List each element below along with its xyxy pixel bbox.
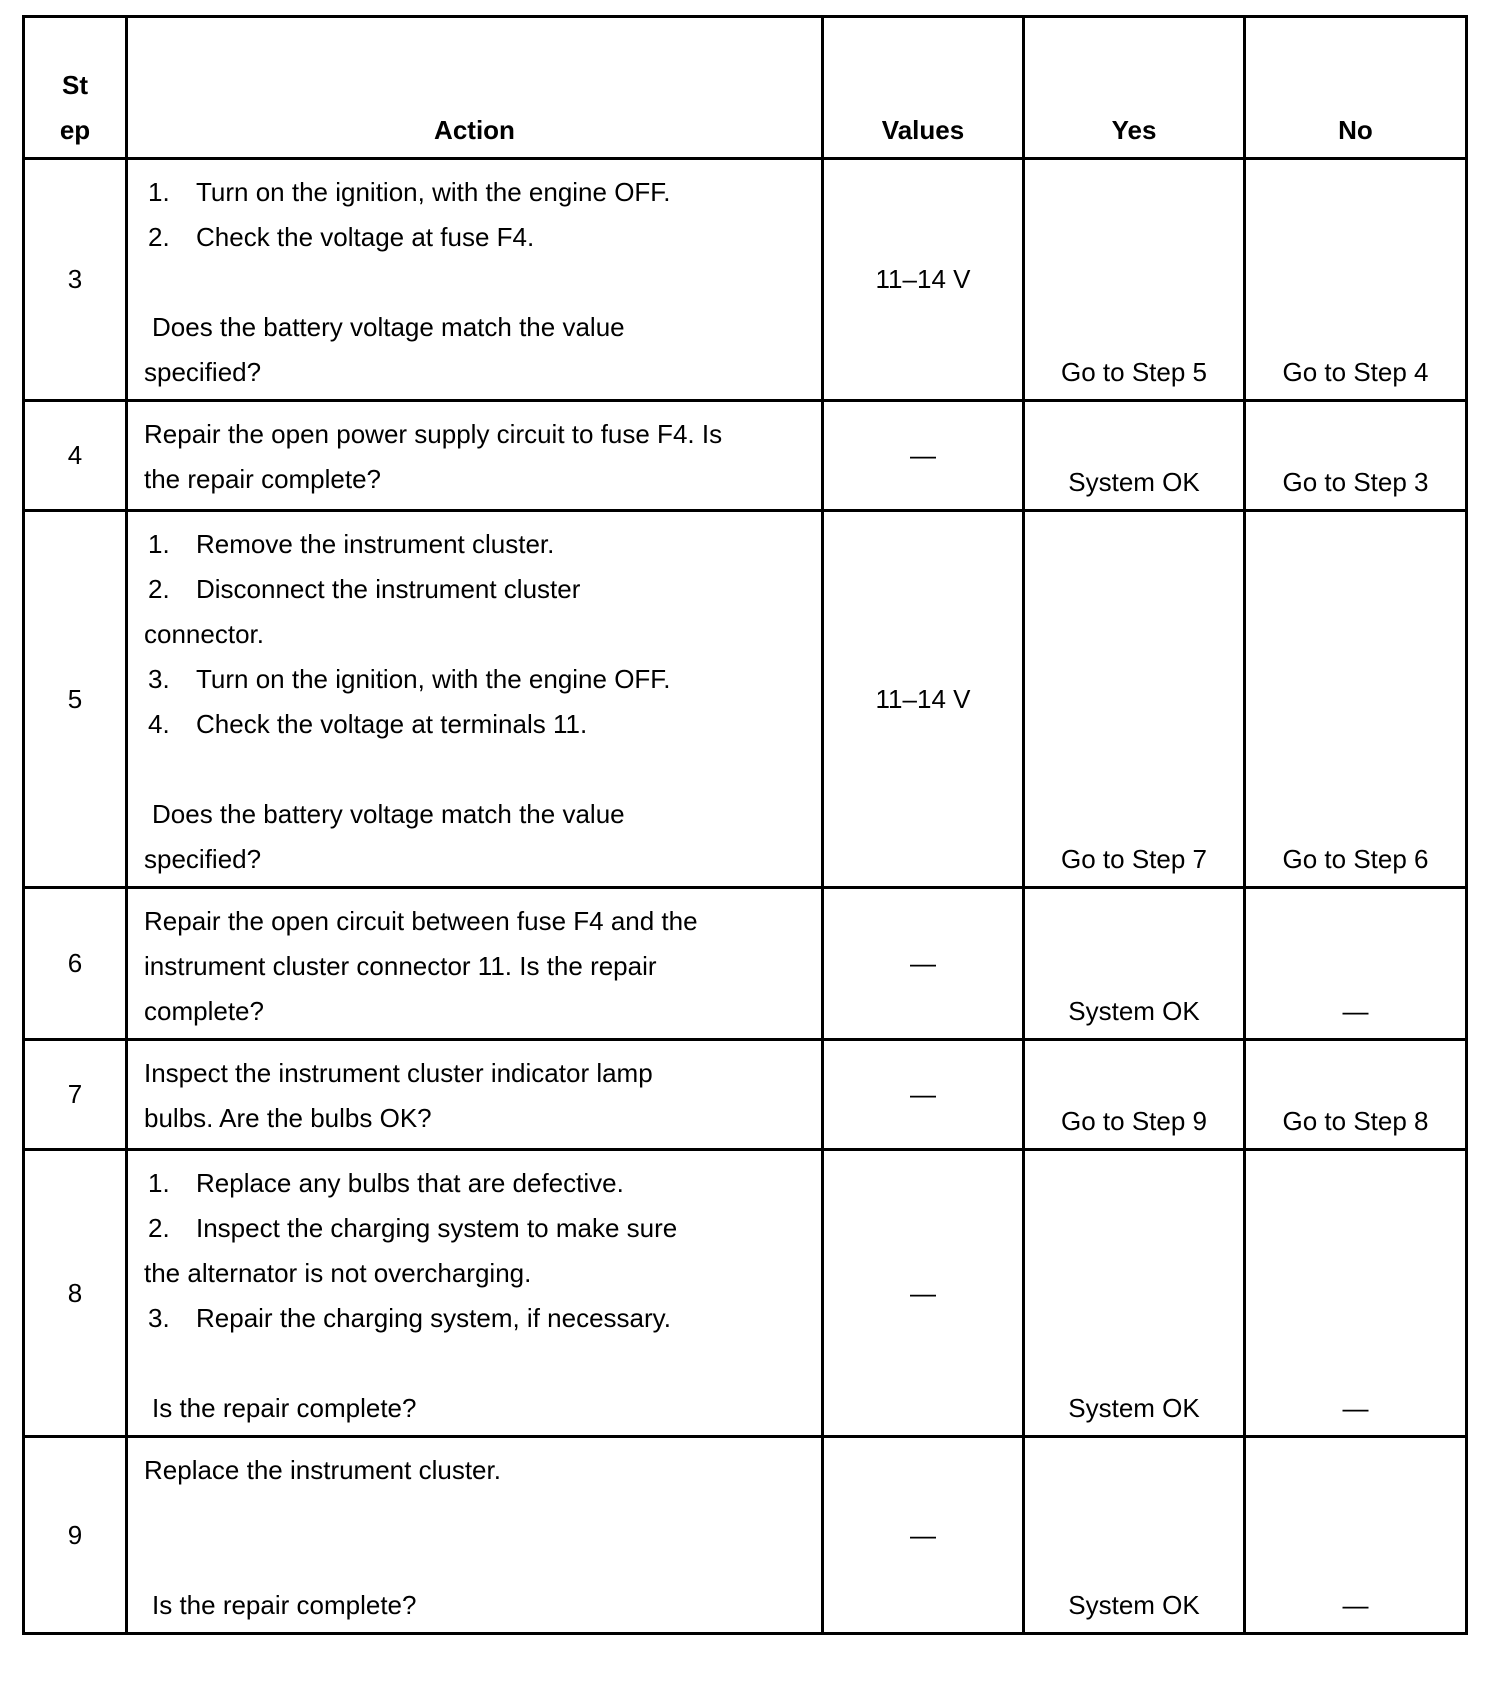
action-item: 2. Inspect the charging system to make sure (148, 1213, 678, 1243)
step-number: 3 (24, 159, 127, 401)
value-cell: — (823, 1040, 1024, 1150)
action-cell: Inspect the instrument cluster indicator lamp bulbs. Are the bulbs OK? (127, 1040, 823, 1150)
table-row (24, 401, 1467, 511)
no-cell: Go to Step 3 (1245, 401, 1467, 511)
yes-cell: Go to Step 5 (1024, 159, 1245, 401)
action-item: 4. Check the voltage at terminals 11. (148, 709, 588, 739)
action-question: specified? (144, 844, 262, 874)
action-cell: Repair the open power supply circuit to fuse F4. Is the repair complete? (127, 401, 823, 511)
diagnostic-table (22, 15, 1468, 1635)
action-cell: Replace the instrument cluster. Is the repair complete? (127, 1437, 823, 1634)
header-yes: Yes (1024, 17, 1245, 159)
action-question: Is the repair complete? (152, 1393, 417, 1423)
yes-cell: System OK (1024, 888, 1245, 1040)
table-row (24, 1437, 1467, 1634)
step-number: 4 (24, 401, 127, 511)
yes-cell: Go to Step 9 (1024, 1040, 1245, 1150)
value-cell: 11–14 V (823, 511, 1024, 888)
yes-cell: System OK (1024, 1150, 1245, 1437)
action-cell: Repair the open circuit between fuse F4 and the instrument cluster connector 11. Is the repair complete? (127, 888, 823, 1040)
no-cell: — (1245, 1437, 1467, 1634)
header-step: St ep (24, 17, 127, 159)
value-cell: — (823, 1437, 1024, 1634)
no-cell: — (1245, 888, 1467, 1040)
action-item: 1. Replace any bulbs that are defective. (148, 1168, 624, 1198)
action-item: 3. Repair the charging system, if necessary. (148, 1303, 671, 1333)
action-question: Does the battery voltage match the value (152, 312, 625, 342)
table-row (24, 1150, 1467, 1437)
action-item: 3. Turn on the ignition, with the engine OFF. (148, 664, 671, 694)
table-row (24, 1040, 1467, 1150)
table-row (24, 159, 1467, 401)
no-cell: Go to Step 4 (1245, 159, 1467, 401)
step-number: 7 (24, 1040, 127, 1150)
action-cell (127, 159, 823, 401)
no-cell: Go to Step 6 (1245, 511, 1467, 888)
yes-cell: Go to Step 7 (1024, 511, 1245, 888)
action-cell: 1. Replace any bulbs that are defective. 2. Inspect the charging system to make sure the alternator is not overcharging. 3. Repair the charging system, if necessary. Is the repair complete? (127, 1150, 823, 1437)
no-cell: Go to Step 8 (1245, 1040, 1467, 1150)
action-item: 1. Turn on the ignition, with the engine OFF. (148, 177, 671, 207)
step-number: 9 (24, 1437, 127, 1634)
table-row (24, 888, 1467, 1040)
no-cell: — (1245, 1150, 1467, 1437)
action-question: Does the battery voltage match the value (152, 799, 625, 829)
yes-cell: System OK (1024, 1437, 1245, 1634)
header-row (24, 17, 1467, 159)
value-cell: — (823, 1150, 1024, 1437)
yes-cell: System OK (1024, 401, 1245, 511)
action-item: 2. Check the voltage at fuse F4. (148, 222, 535, 252)
step-number: 8 (24, 1150, 127, 1437)
value-cell: 11–14 V (823, 159, 1024, 401)
action-item: 1. Remove the instrument cluster. (148, 529, 555, 559)
action-question: Is the repair complete? (152, 1590, 417, 1620)
step-number: 5 (24, 511, 127, 888)
action-item: 2. Disconnect the instrument cluster (148, 574, 581, 604)
value-cell: — (823, 888, 1024, 1040)
step-number: 6 (24, 888, 127, 1040)
header-values: Values (823, 17, 1024, 159)
action-question: specified? (144, 357, 262, 387)
value-cell: — (823, 401, 1024, 511)
header-action: Action (127, 17, 823, 159)
table-row (24, 511, 1467, 888)
action-cell: 1. Remove the instrument cluster. 2. Disconnect the instrument cluster connector. 3. Turn on the ignition, with the engine OFF. 4. Check the voltage at terminals 11. Does the battery voltage match the value specified? (127, 511, 823, 888)
header-no: No (1245, 17, 1467, 159)
